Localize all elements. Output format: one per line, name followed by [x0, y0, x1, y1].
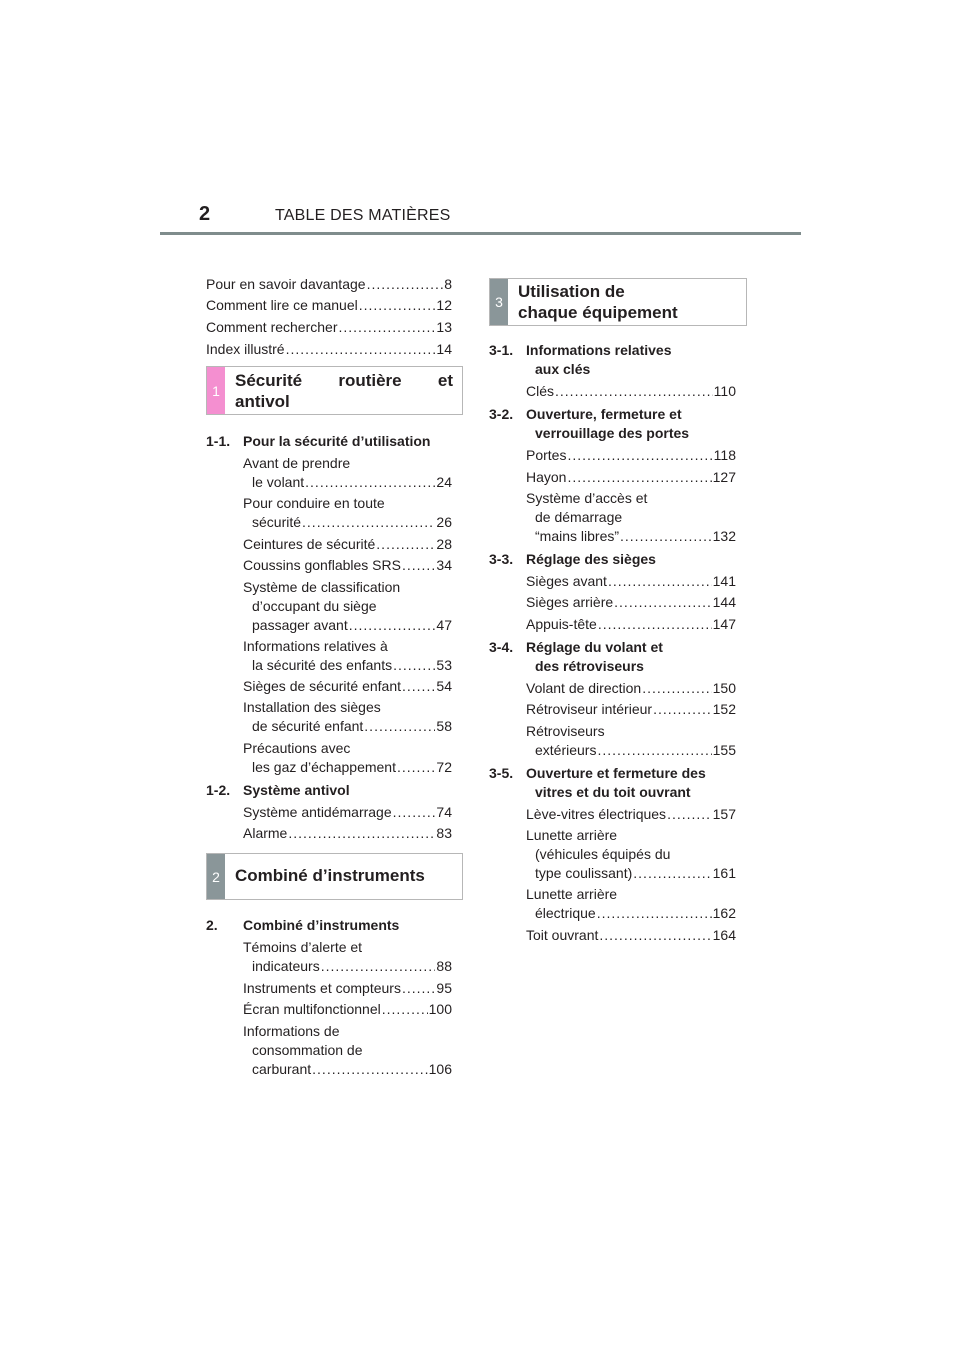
toc-entry[interactable]: Système d’accès et de démarrage “mains libres” ..... 132 — [526, 489, 736, 546]
toc-entry[interactable]: Volant de direction ..... 150 — [526, 679, 736, 698]
toc-entry[interactable]: Informations de consommation de carburant ..... 106 — [243, 1022, 452, 1079]
chapter-1-header[interactable] — [206, 366, 463, 415]
section-heading[interactable]: 1-2. Système antivol — [206, 782, 350, 798]
toc-entry[interactable]: Pour en savoir davantage ..... 8 — [206, 275, 452, 294]
toc-entry[interactable]: Rétroviseur intérieur ..... 152 — [526, 700, 736, 719]
section-heading[interactable]: 1-1. Pour la sécurité d’utilisation — [206, 433, 431, 449]
section-heading[interactable]: 3-5. Ouverture et fermeture des vitres et du toit ouvrant — [489, 765, 706, 800]
toc-entry[interactable]: Instruments et compteurs ..... 95 — [243, 979, 452, 998]
chapter-3-header[interactable] — [489, 278, 747, 326]
toc-entry[interactable]: Comment rechercher ..... 13 — [206, 318, 452, 337]
section-heading[interactable]: 2. Combiné d’instruments — [206, 917, 400, 933]
toc-entry[interactable]: Système de classification d’occupant du siège passager avant ..... 47 — [243, 578, 452, 635]
toc-entry[interactable]: Sièges arrière ..... 144 — [526, 593, 736, 612]
chapter-1-title: Sécurité routière et antivol — [235, 371, 453, 411]
toc-entry[interactable]: Lunette arrière (véhicules équipés du type coulissant) ..... 161 — [526, 826, 736, 883]
toc-entry[interactable]: Index illustré ..... 14 — [206, 340, 452, 359]
chapter-2-tab: 2 — [207, 854, 225, 899]
toc-entry[interactable]: Précautions avec les gaz d’échappement ..... 72 — [243, 739, 452, 777]
chapter-2-title: Combiné d’instruments — [235, 866, 425, 885]
toc-entry[interactable]: Rétroviseurs extérieurs ..... 155 — [526, 722, 736, 760]
chapter-3-tab: 3 — [490, 279, 508, 325]
toc-entry[interactable]: Lunette arrière électrique ..... 162 — [526, 885, 736, 923]
toc-entry[interactable]: Installation des sièges de sécurité enfant ..... 58 — [243, 698, 452, 736]
section-heading[interactable]: 3-2. Ouverture, fermeture et verrouillage des portes — [489, 406, 690, 441]
chapter-1-tab: 1 — [207, 367, 225, 414]
section-heading[interactable]: 3-1. Informations relatives aux clés — [489, 342, 672, 377]
toc-entry[interactable]: Système antidémarrage ..... 74 — [243, 803, 452, 822]
toc-entry[interactable]: Alarme ..... 83 — [243, 824, 452, 843]
section-heading[interactable]: 3-4. Réglage du volant et des rétroviseurs — [489, 639, 663, 674]
page-title: TABLE DES MATIÈRES — [275, 207, 451, 224]
toc-entry[interactable]: Clés ..... 110 — [526, 382, 736, 401]
toc-entry[interactable]: Avant de prendre le volant ..... 24 — [243, 454, 452, 492]
toc-entry[interactable]: Pour conduire en toute sécurité ..... 26 — [243, 494, 452, 532]
toc-entry[interactable]: Hayon ..... 127 — [526, 468, 736, 487]
chapter-3-title: Utilisation de chaque équipement — [518, 282, 678, 322]
toc-entry[interactable]: Portes ..... 118 — [526, 446, 736, 465]
header-divider — [160, 232, 801, 235]
toc-entry[interactable]: Lève-vitres électriques ..... 157 — [526, 805, 736, 824]
toc-entry[interactable]: Ceintures de sécurité ..... 28 — [243, 535, 452, 554]
toc-entry[interactable]: Témoins d’alerte et indicateurs ..... 88 — [243, 938, 452, 976]
toc-entry[interactable]: Informations relatives à la sécurité des enfants ..... 53 — [243, 637, 452, 675]
toc-entry[interactable]: Comment lire ce manuel ..... 12 — [206, 296, 452, 315]
toc-entry[interactable]: Appuis-tête ..... 147 — [526, 615, 736, 634]
toc-entry[interactable]: Sièges de sécurité enfant ..... 54 — [243, 677, 452, 696]
toc-entry[interactable]: Toit ouvrant ..... 164 — [526, 926, 736, 945]
section-heading[interactable]: 3-3. Réglage des sièges — [489, 551, 656, 567]
toc-entry[interactable]: Coussins gonflables SRS ..... 34 — [243, 556, 452, 575]
toc-entry[interactable]: Sièges avant ..... 141 — [526, 572, 736, 591]
toc-entry[interactable]: Écran multifonctionnel ..... 100 — [243, 1000, 452, 1019]
chapter-2-header[interactable] — [206, 853, 463, 900]
page-number: 2 — [199, 203, 211, 225]
